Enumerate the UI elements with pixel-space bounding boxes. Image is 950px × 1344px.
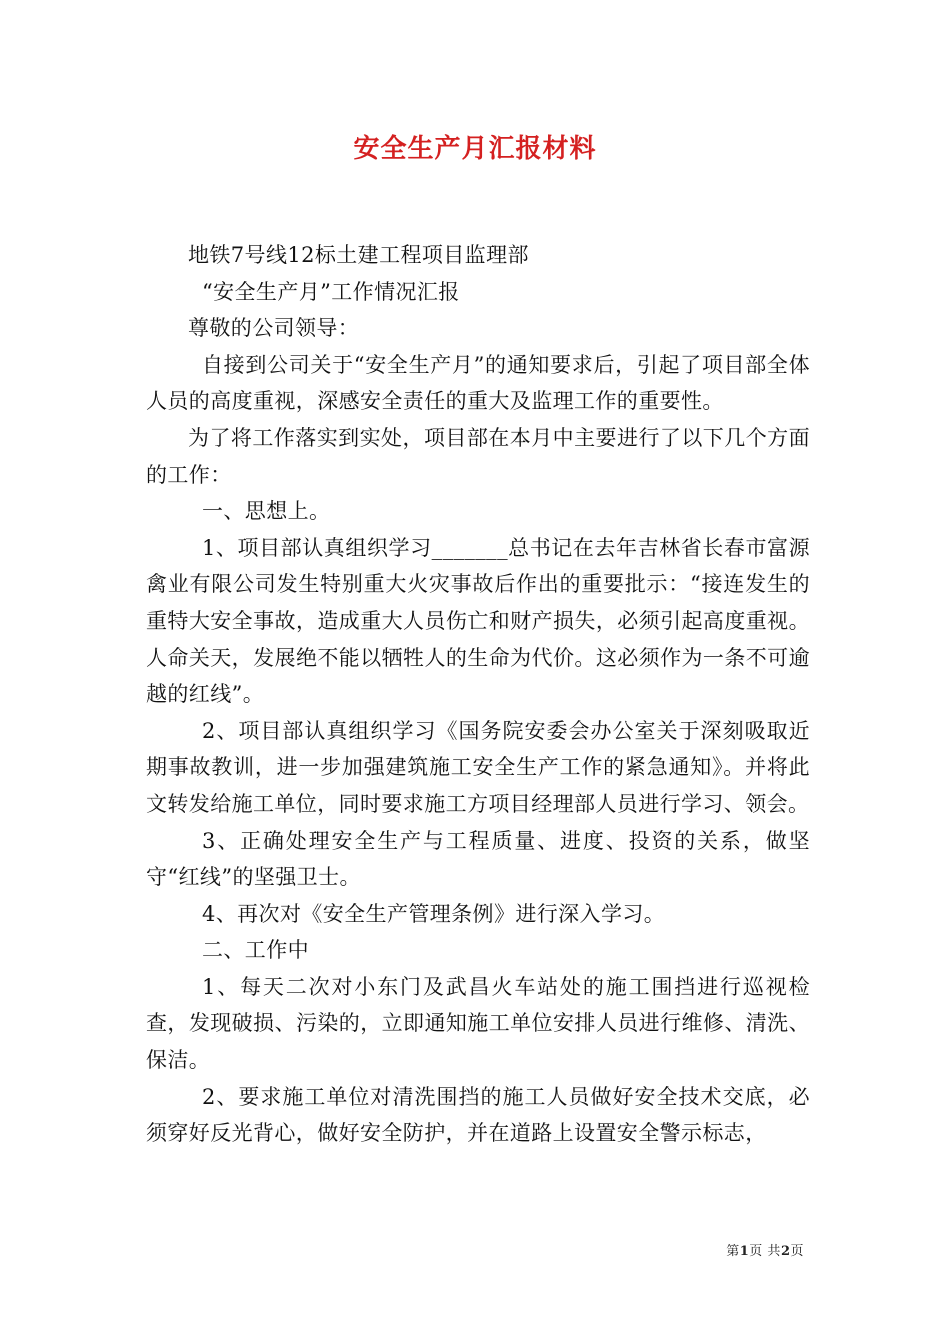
document-title: 安全生产月汇报材料 [353,134,597,164]
paragraph-item-2: 2、项目部认真组织学习《国务院安委会办公室关于深刻吸取近期事故教训，进一步加强建筑施工安全生产工作的紧急通知》。并将此文转发给施工单位，同时要求施工方项目经理部人员进行学习、领会。 [146,718,810,816]
paragraph-intro: 自接到公司关于“安全生产月”的通知要求后，引起了项目部全体人员的高度重视，深感安全责任的重大及监理工作的重要性。 [146,352,810,414]
page-footer [726,1240,804,1259]
footer-suffix: 页 [790,1244,804,1259]
footer-current-page: 1 [739,1244,750,1259]
paragraph-report-heading: “安全生产月”工作情况汇报 [202,279,460,304]
footer-middle: 页 共 [749,1244,781,1259]
footer-prefix: 第 [726,1244,740,1259]
section-heading-thinking: 一、思想上。 [202,499,331,524]
paragraph-item-4: 4、再次对《安全生产管理条例》进行深入学习。 [202,901,666,926]
paragraph-work-overview: 为了将工作落实到实处，项目部在本月中主要进行了以下几个方面的工作： [146,425,810,487]
paragraph-project-dept: 地铁7号线12标土建工程项目监理部 [188,243,529,267]
paragraph-work-item-1: 1、每天二次对小东门及武昌火车站处的施工围挡进行巡视检查，发现破损、污染的，立即通知施工单位安排人员进行维修、清洗、保洁。 [146,974,810,1073]
section-heading-work: 二、工作中 [202,938,309,963]
document-body [146,237,810,1152]
paragraph-work-item-2: 2、要求施工单位对清洗围挡的施工人员做好安全技术交底，必须穿好反光背心，做好安全防护，并在道路上设置安全警示标志， [146,1084,810,1146]
footer-total-pages: 2 [780,1244,791,1259]
paragraph-salutation: 尊敬的公司领导： [188,316,360,341]
paragraph-item-1: 1、项目部认真组织学习_______总书记在去年吉林省长春市富源禽业有限公司发生特别重大火灾事故后作出的重要批示：“接连发生的重特大安全事故，造成重大人员伤亡和财产损失，必须引起高度重视。人命关天，发展绝不能以牺牲人的生命为代价。这必须作为一条不可逾越的红线”。 [146,535,810,707]
paragraph-item-3: 3、正确处理安全生产与工程质量、进度、投资的关系，做坚守“红线”的坚强卫士。 [146,828,810,890]
